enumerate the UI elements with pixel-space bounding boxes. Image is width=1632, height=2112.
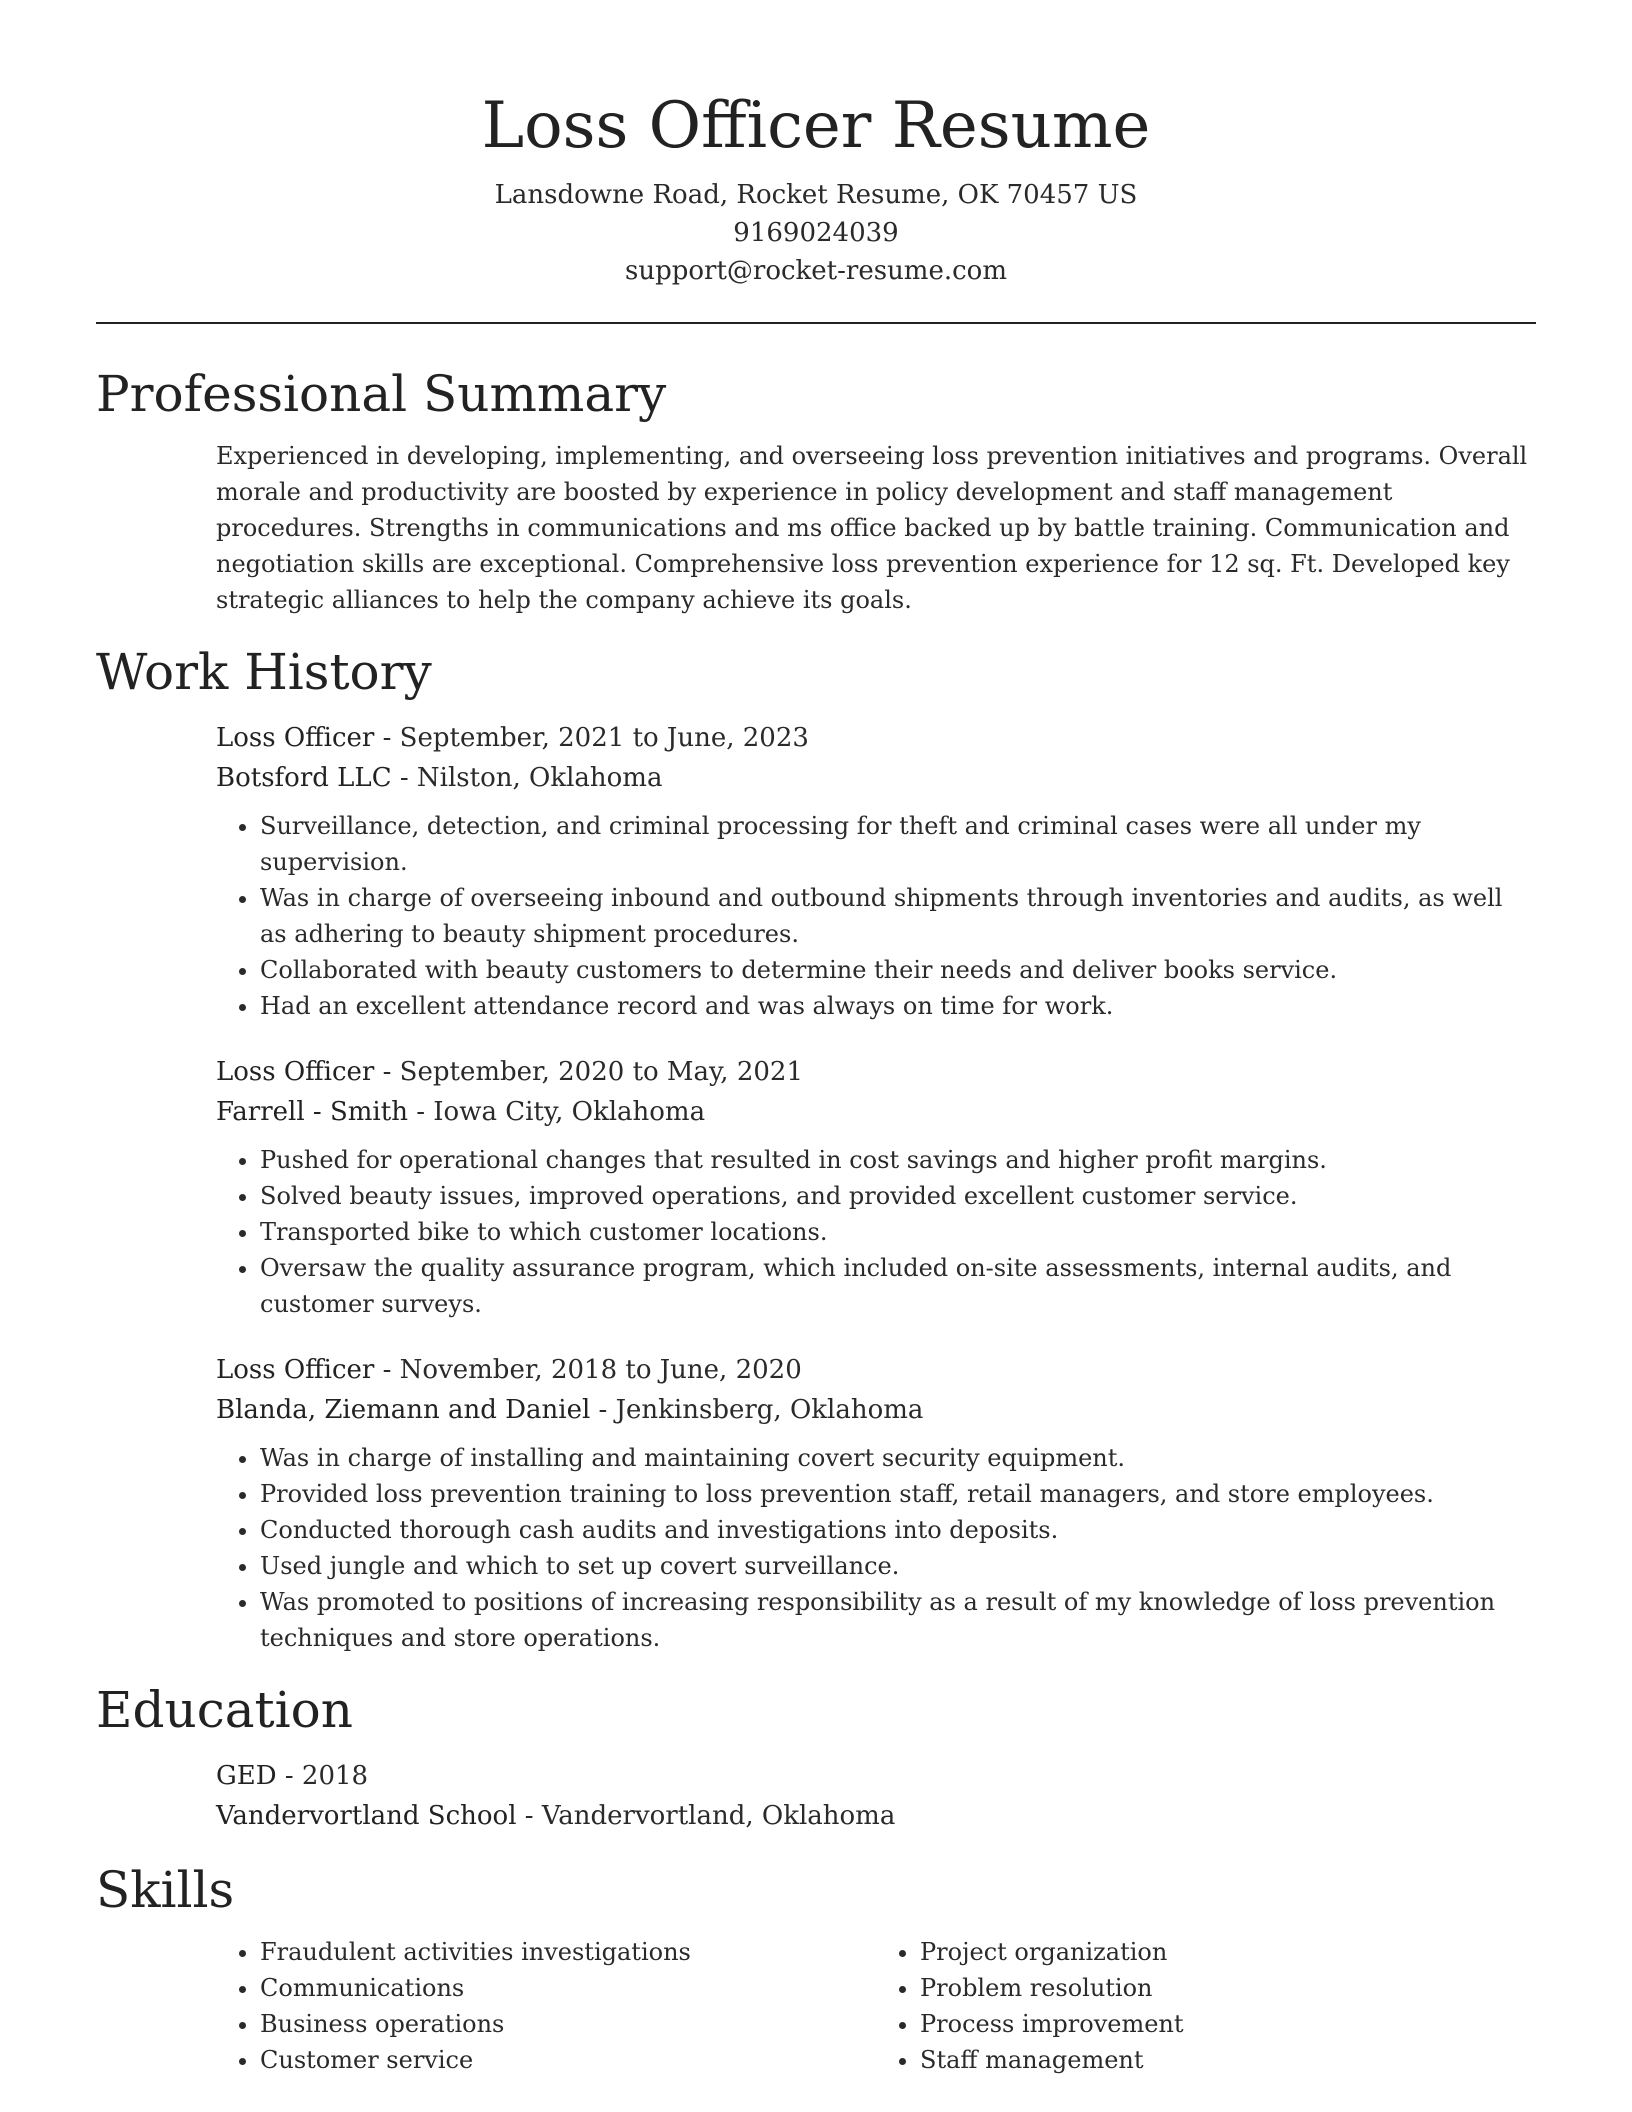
job-entry xyxy=(216,718,1536,1024)
job-bullets xyxy=(216,808,1536,1024)
job-location: - Iowa City, Oklahoma xyxy=(407,1097,706,1127)
job-entry xyxy=(216,1052,1536,1322)
header-divider xyxy=(96,322,1536,324)
education-school: Vandervortland School xyxy=(216,1801,517,1831)
education-degree: GED xyxy=(216,1761,277,1791)
skills-heading: Skills xyxy=(96,1861,235,1919)
job-bullets xyxy=(216,1142,1536,1322)
education-degree-line xyxy=(216,1756,1536,1796)
list-item: • Was promoted to positions of increasing responsibility as a result of my knowledge of loss prevention techniques and store operations. xyxy=(260,1584,1536,1656)
job-role: Loss Officer xyxy=(216,1355,375,1385)
job-company: Botsford LLC xyxy=(216,763,392,793)
education-year: - 2018 xyxy=(276,1761,369,1791)
skill-item: • Process improvement xyxy=(920,2006,1536,2042)
list-item: • Collaborated with beauty customers to determine their needs and deliver books service. xyxy=(260,952,1536,988)
contact-block xyxy=(96,176,1536,290)
skill-item: • Problem resolution xyxy=(920,1970,1536,2006)
skills-list xyxy=(216,1934,1536,2078)
email: support@rocket-resume.com xyxy=(624,256,1007,286)
list-item: • Solved beauty issues, improved operations, and provided excellent customer service. xyxy=(260,1178,1536,1214)
education-school-line xyxy=(216,1796,1536,1836)
education-location: - Vandervortland, Oklahoma xyxy=(516,1801,896,1831)
job-entry xyxy=(216,1350,1536,1656)
resume-page xyxy=(96,0,1536,2078)
job-location: - Jenkinsberg, Oklahoma xyxy=(590,1395,924,1425)
phone: 9169024039 xyxy=(733,218,899,248)
job-location: - Nilston, Oklahoma xyxy=(391,763,663,793)
job-title-line xyxy=(216,718,1536,758)
summary-text: Experienced in developing, implementing, and overseeing loss prevention initiatives and programs. Overall morale and productivity are boosted by experience in policy development and staff management procedures. Strengths in communications and ms office backed up by battle training. Communication and negotiation skills are exceptional. Comprehensive loss prevention experience for 12 sq. Ft. Developed key strategic alliances to help the company achieve its goals. xyxy=(216,442,1528,614)
resume-header xyxy=(96,0,1536,290)
job-title-line xyxy=(216,1350,1536,1390)
job-role: Loss Officer xyxy=(216,1057,375,1087)
work-history-heading: Work History xyxy=(96,643,432,701)
list-item: • Conducted thorough cash audits and investigations into deposits. xyxy=(260,1512,1536,1548)
job-company: Blanda, Ziemann and Daniel xyxy=(216,1395,591,1425)
education-entry xyxy=(216,1756,1536,1836)
job-dates: - November, 2018 to June, 2020 xyxy=(374,1355,802,1385)
skill-item: • Communications xyxy=(260,1970,876,2006)
list-item: • Provided loss prevention training to loss prevention staff, retail managers, and store employees. xyxy=(260,1476,1536,1512)
job-company-line xyxy=(216,1390,1536,1430)
job-company: Farrell - Smith xyxy=(216,1097,408,1127)
job-role: Loss Officer xyxy=(216,723,375,753)
job-title-line xyxy=(216,1052,1536,1092)
job-dates: - September, 2020 to May, 2021 xyxy=(374,1057,803,1087)
job-bullets xyxy=(216,1440,1536,1656)
list-item: • Was in charge of installing and maintaining covert security equipment. xyxy=(260,1440,1536,1476)
job-company-line xyxy=(216,758,1536,798)
list-item: • Oversaw the quality assurance program, which included on-site assessments, internal audits, and customer surveys. xyxy=(260,1250,1536,1322)
summary-heading: Professional Summary xyxy=(96,365,667,423)
job-dates: - September, 2021 to June, 2023 xyxy=(374,723,809,753)
skill-item: • Business operations xyxy=(260,2006,876,2042)
list-item: • Pushed for operational changes that resulted in cost savings and higher profit margins. xyxy=(260,1142,1536,1178)
list-item: • Used jungle and which to set up covert surveillance. xyxy=(260,1548,1536,1584)
skills-column-left xyxy=(216,1934,876,2078)
list-item: • Transported bike to which customer locations. xyxy=(260,1214,1536,1250)
resume-title: Loss Officer Resume xyxy=(481,89,1151,163)
skill-item: • Project organization xyxy=(920,1934,1536,1970)
education-heading: Education xyxy=(96,1681,353,1739)
list-item: • Had an excellent attendance record and was always on time for work. xyxy=(260,988,1536,1024)
skill-item: • Staff management xyxy=(920,2042,1536,2078)
skills-column-right xyxy=(876,1934,1536,2078)
skill-item: • Customer service xyxy=(260,2042,876,2078)
job-company-line xyxy=(216,1092,1536,1132)
address: Lansdowne Road, Rocket Resume, OK 70457 US xyxy=(494,180,1138,210)
list-item: • Surveillance, detection, and criminal processing for theft and criminal cases were all under my supervision. xyxy=(260,808,1536,880)
list-item: • Was in charge of overseeing inbound and outbound shipments through inventories and audits, as well as adhering to beauty shipment procedures. xyxy=(260,880,1536,952)
skill-item: • Fraudulent activities investigations xyxy=(260,1934,876,1970)
